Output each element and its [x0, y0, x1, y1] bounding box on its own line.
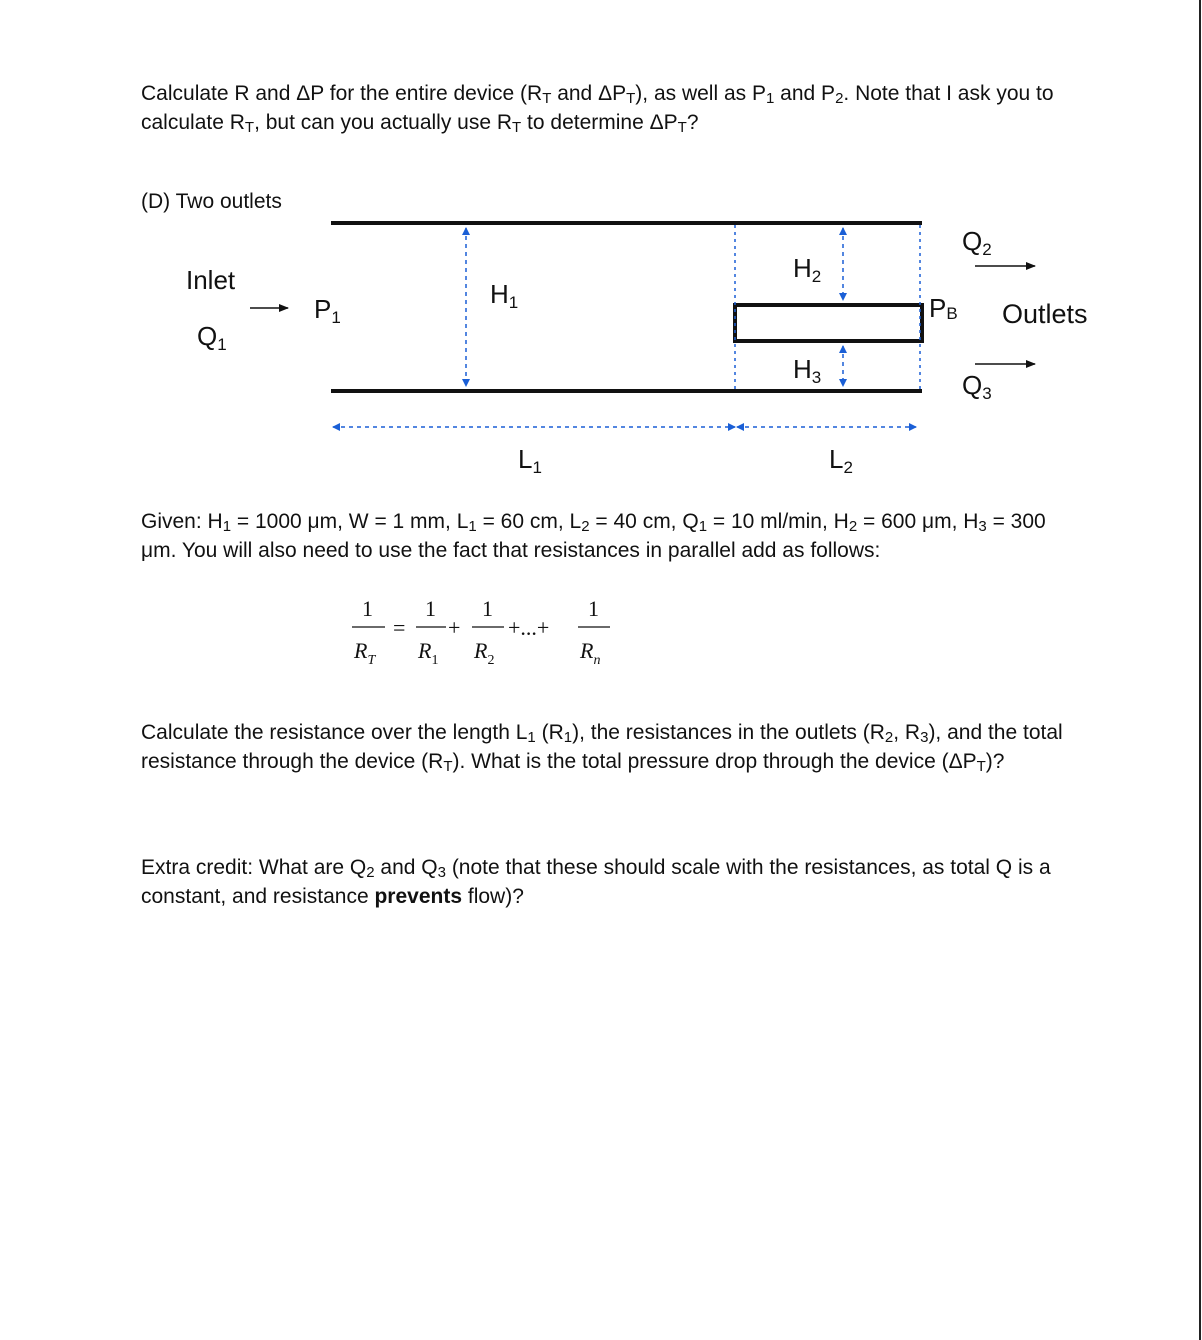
l1-label: L1: [518, 444, 542, 477]
two-outlet-channel-diagram: [0, 180, 1202, 480]
q2-label: Q2: [962, 226, 992, 259]
h1-label: H1: [490, 279, 519, 312]
inlet-label: Inlet: [186, 265, 236, 295]
formula-ellipsis: +...+: [508, 615, 550, 640]
q1-label: Q1: [197, 321, 227, 354]
question-paragraph: Calculate the resistance over the length $L_1$ $(R_1)$, the resistances in the outlets ($R_2$, $R_3$), and the total resistance through the device $(R_T)$. What is the total pressure drop through the device $(\Delta P_T)$?: [141, 721, 1063, 775]
section-label: (D) Two outlets: [141, 190, 282, 213]
given-paragraph: Given: $H_1 = 1000$ μm, W = 1 mm, $L_1 = 60$ cm, $L_2 = 40$ cm, $Q_1 = 10$ ml/min, $H_2 = 600$ μm, $H_3 = 300$ μm. You will also need to use the fact that resistances in parallel add as follows:: [141, 510, 1046, 562]
q3-label: Q3: [962, 370, 992, 403]
intro-paragraph: Calculate R and ΔP for the entire device ($R_T$ and $\Delta P_T$), as well as $P_1$ and $P_2$. Note that I ask you to calculate $R_T$, but can you actually use $R_T$ to determine $\Delta P_T$?: [141, 82, 1054, 136]
formula-num-4: 1: [588, 596, 599, 621]
extra-credit-paragraph: Extra credit: What are $Q_2$ and $Q_3$ (note that these should scale with the resistances, as total Q is a constant, and resistance prevents flow)?: [141, 856, 1051, 908]
formula-num-2: 1: [425, 596, 436, 621]
formula-plus-1: +: [448, 615, 461, 640]
parallel-resistance-formula: [340, 592, 630, 682]
formula-equals: =: [393, 615, 406, 640]
formula-num-3: 1: [482, 596, 493, 621]
outlet-divider: [735, 305, 922, 341]
formula-num-1: 1: [362, 596, 373, 621]
pb-label: PB: [929, 293, 958, 323]
formula-den-r2: $R_2$: [474, 638, 495, 668]
p1-label: P1: [314, 294, 341, 327]
formula-den-rn: $R_n$: [580, 638, 601, 668]
h2-label: H2: [793, 253, 822, 286]
formula-den-rt: $R_T$: [354, 638, 376, 668]
l2-label: L2: [829, 444, 853, 477]
formula-den-r1: $R_1$: [418, 638, 439, 668]
h3-label: H3: [793, 354, 822, 387]
emphasis-prevents: prevents: [374, 884, 463, 908]
outlets-label: Outlets: [1002, 299, 1088, 329]
